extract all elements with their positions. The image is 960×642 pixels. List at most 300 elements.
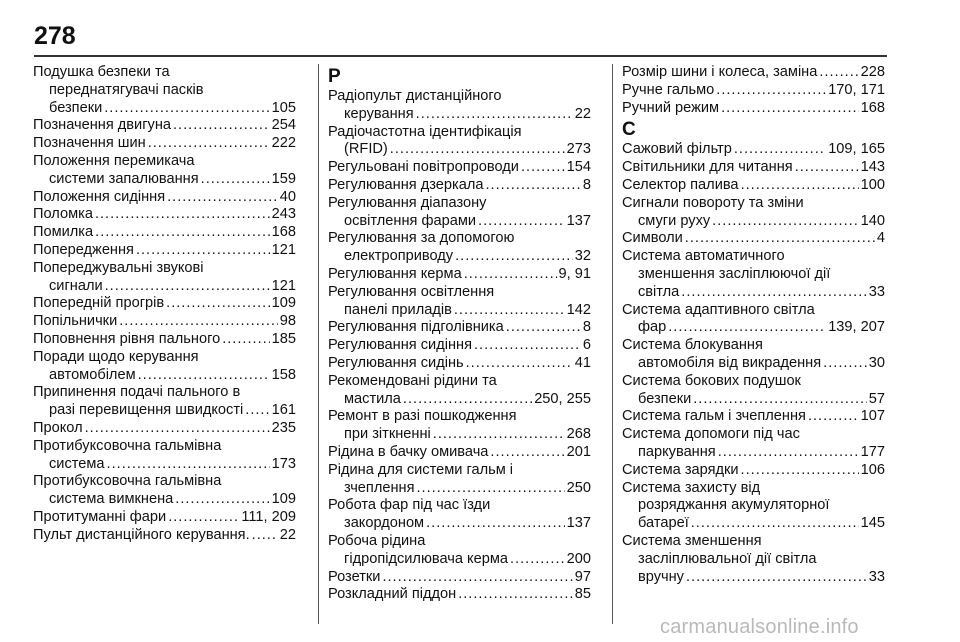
index-entry xyxy=(328,355,591,373)
dot-leader xyxy=(85,420,270,438)
entry-line xyxy=(33,491,296,509)
entry-line xyxy=(33,278,296,296)
header-rule xyxy=(34,55,887,57)
dot-leader xyxy=(691,515,859,533)
dot-leader xyxy=(506,319,581,337)
page-reference: 85 xyxy=(574,586,591,603)
page-reference: 185 xyxy=(271,330,296,347)
entry-text: паркування xyxy=(638,443,716,460)
entry-line xyxy=(622,515,885,533)
page-reference: 139, 207 xyxy=(828,319,885,336)
entry-line xyxy=(622,177,885,195)
dot-leader xyxy=(474,337,581,355)
dot-leader xyxy=(668,319,826,337)
dot-leader xyxy=(382,569,572,587)
index-entry xyxy=(622,230,885,248)
entry-text: при зіткненні xyxy=(344,426,431,443)
page-reference: 222 xyxy=(271,135,296,152)
entry-text: Позначення двигуна xyxy=(33,117,171,134)
entry-line xyxy=(33,331,296,349)
index-entry xyxy=(33,438,296,474)
entry-text: Рекомендовані рідини та xyxy=(328,372,497,389)
entry-text: Робоча рідина xyxy=(328,532,426,549)
entry-line xyxy=(328,426,591,444)
entry-text: Регулювання освітлення xyxy=(328,283,495,300)
index-entry xyxy=(622,302,885,338)
entry-line xyxy=(622,82,885,100)
index-entry xyxy=(328,266,591,284)
page-reference: 140 xyxy=(860,212,885,229)
entry-text: електроприводу xyxy=(344,248,454,265)
index-entry xyxy=(328,444,591,462)
index-entry xyxy=(33,189,296,207)
page-reference: 109 xyxy=(271,491,296,508)
page-reference: 228 xyxy=(860,64,885,80)
entry-text: Поради щодо керування xyxy=(33,348,199,365)
entry-text: система xyxy=(49,455,105,472)
entry-text: Поповнення рівня пального xyxy=(33,330,221,347)
index-entry xyxy=(328,408,591,444)
entry-text: Система бокових подушок xyxy=(622,372,801,389)
entry-text: автомобіля від викрадення xyxy=(638,354,822,371)
entry-text: засліплювальної дії світла xyxy=(638,550,817,567)
entry-line xyxy=(622,569,885,587)
entry-text: Сажовий фільтр xyxy=(622,141,732,158)
index-entry xyxy=(33,242,296,260)
entry-line xyxy=(33,242,296,260)
entry-text: Розетки xyxy=(328,568,381,585)
entry-text: Система захисту від xyxy=(622,479,761,496)
dot-leader xyxy=(104,100,269,118)
index-entry xyxy=(33,384,296,420)
entry-line xyxy=(328,337,591,355)
entry-text: Прокол xyxy=(33,419,83,436)
entry-text: Попільнички xyxy=(33,313,118,330)
index-entry xyxy=(33,153,296,189)
index-entry xyxy=(622,195,885,231)
index-entry xyxy=(622,141,885,159)
entry-text: Система гальм і зчеплення xyxy=(622,408,806,425)
page-reference: 121 xyxy=(271,277,296,294)
entry-text: Регулювання діапазону xyxy=(328,194,487,211)
index-entry xyxy=(33,509,296,527)
dot-leader xyxy=(107,456,270,474)
entry-line xyxy=(622,141,885,159)
dot-leader xyxy=(166,295,270,313)
entry-text: Положення сидіння xyxy=(33,188,166,205)
page-reference: 201 xyxy=(566,443,591,460)
entry-text: Регулювання сидіння xyxy=(328,337,472,354)
index-entry xyxy=(33,135,296,153)
entry-text: Рідина в бачку омивача xyxy=(328,443,489,460)
dot-leader xyxy=(403,391,532,409)
index-entry xyxy=(33,117,296,135)
entry-text: розряджання акумуляторної xyxy=(638,497,830,514)
index-entry xyxy=(328,319,591,337)
dot-leader xyxy=(466,355,573,373)
dot-leader xyxy=(734,141,826,159)
entry-line xyxy=(622,64,885,82)
entry-line xyxy=(328,515,591,533)
dot-leader xyxy=(136,242,270,260)
entry-text: Протитуманні фари xyxy=(33,508,167,525)
index-entry xyxy=(328,195,591,231)
page-reference: 6 xyxy=(582,337,591,354)
entry-text: Робота фар під час їзди xyxy=(328,497,491,514)
entry-text: керування xyxy=(344,105,414,122)
page-reference: 109 xyxy=(271,295,296,312)
dot-leader xyxy=(685,230,875,248)
dot-leader xyxy=(390,141,565,159)
entry-text: Регулювання сидінь xyxy=(328,354,464,371)
page-reference: 105 xyxy=(271,99,296,116)
page-reference: 30 xyxy=(868,354,885,371)
entry-line xyxy=(328,266,591,284)
index-entry xyxy=(328,337,591,355)
page-reference: 33 xyxy=(868,283,885,300)
index-entry xyxy=(33,349,296,385)
entry-line xyxy=(622,444,885,462)
index-entry xyxy=(328,177,591,195)
page-reference: 177 xyxy=(860,443,885,460)
entry-text: Рідина для системи гальм і xyxy=(328,461,514,478)
entry-text: автомобілем xyxy=(49,366,136,383)
entry-text: Регулювання підголівника xyxy=(328,319,504,336)
entry-line xyxy=(328,391,591,409)
entry-text: Ручне гальмо xyxy=(622,81,715,98)
page-reference: 41 xyxy=(574,354,591,371)
entry-line xyxy=(328,106,591,124)
dot-leader xyxy=(416,106,573,124)
page-reference: 161 xyxy=(271,402,296,419)
page-reference: 158 xyxy=(271,366,296,383)
index-entry xyxy=(328,88,591,124)
entry-line xyxy=(33,206,296,224)
entry-line xyxy=(622,100,885,118)
page-reference: 168 xyxy=(271,224,296,241)
page-reference: 109, 165 xyxy=(828,141,885,158)
index-entry xyxy=(328,284,591,320)
entry-line xyxy=(622,159,885,177)
entry-text: Регулювання керма xyxy=(328,265,462,282)
index-entry xyxy=(622,337,885,373)
dot-leader xyxy=(741,462,859,480)
dot-leader xyxy=(95,206,270,224)
page-reference: 200 xyxy=(566,550,591,567)
entry-text: безпеки xyxy=(49,99,103,116)
index-entry xyxy=(33,420,296,438)
dot-leader xyxy=(808,408,859,426)
entry-line xyxy=(328,355,591,373)
entry-text: Система зменшення xyxy=(622,532,762,549)
index-entry xyxy=(328,373,591,409)
dot-leader xyxy=(95,224,270,242)
page-reference: 107 xyxy=(860,408,885,425)
index-entry xyxy=(622,533,885,586)
page-reference: 250, 255 xyxy=(534,390,591,407)
index-entry xyxy=(33,64,296,117)
entry-text: Селектор палива xyxy=(622,176,739,193)
entry-text: вручну xyxy=(638,568,684,585)
index-entry xyxy=(622,64,885,82)
page-reference: 173 xyxy=(271,455,296,472)
dot-leader xyxy=(222,331,269,349)
entry-text: Регульовані повітропроводи xyxy=(328,159,519,176)
dot-leader xyxy=(721,100,859,118)
dot-leader xyxy=(712,213,858,231)
index-entry xyxy=(622,373,885,409)
index-entry xyxy=(622,248,885,301)
index-entry xyxy=(328,124,591,160)
entry-line xyxy=(33,527,296,545)
entry-text: (RFID) xyxy=(344,141,388,158)
entry-line xyxy=(622,230,885,248)
dot-leader xyxy=(138,367,270,385)
entry-line xyxy=(33,420,296,438)
entry-text: Попередження xyxy=(33,241,134,258)
section-letter: Р xyxy=(328,66,341,87)
dot-leader xyxy=(201,171,270,189)
entry-line xyxy=(328,480,591,498)
dot-leader xyxy=(510,551,565,569)
entry-text: Розкладний піддон xyxy=(328,586,457,603)
entry-text: зчеплення xyxy=(344,479,415,496)
index-entry xyxy=(622,426,885,462)
watermark: carmanualsonline.info xyxy=(660,616,859,638)
entry-text: безпеки xyxy=(638,390,692,407)
entry-text: Система допомоги під час xyxy=(622,426,800,443)
dot-leader xyxy=(819,64,858,82)
page-reference: 137 xyxy=(566,515,591,532)
entry-line xyxy=(328,444,591,462)
entry-text: Протибуксовочна гальмівна xyxy=(33,473,222,490)
page-reference: 142 xyxy=(566,301,591,318)
page-reference: 273 xyxy=(566,141,591,158)
entry-text: Світильники для читання xyxy=(622,159,793,176)
index-entry xyxy=(622,462,885,480)
column-divider xyxy=(612,64,613,624)
page-reference: 250 xyxy=(566,479,591,496)
entry-text: системи запалювання xyxy=(49,170,199,187)
entry-text: закордоном xyxy=(344,515,425,532)
section-letter: С xyxy=(622,119,636,141)
entry-line xyxy=(622,462,885,480)
entry-line xyxy=(328,177,591,195)
dot-leader xyxy=(119,313,278,331)
entry-line xyxy=(328,141,591,159)
entry-text: Сигнали повороту та зміни xyxy=(622,194,804,211)
index-entry xyxy=(33,206,296,224)
entry-text: Регулювання за допомогою xyxy=(328,230,515,247)
dot-leader xyxy=(464,266,557,284)
dot-leader xyxy=(485,177,580,195)
page-reference: 168 xyxy=(860,99,885,116)
dot-leader xyxy=(823,355,867,373)
dot-leader xyxy=(686,569,867,587)
dot-leader xyxy=(433,426,565,444)
entry-text: Припинення подачі пального в xyxy=(33,384,241,401)
index-entry xyxy=(33,331,296,349)
index-column-3 xyxy=(622,64,885,586)
page-reference: 32 xyxy=(574,248,591,265)
index-entry xyxy=(622,480,885,533)
dot-leader xyxy=(716,82,826,100)
entry-text: світла xyxy=(638,283,680,300)
page-reference: 22 xyxy=(574,105,591,122)
entry-line xyxy=(328,302,591,320)
page-reference: 121 xyxy=(271,241,296,258)
entry-text: Символи xyxy=(622,230,683,247)
page-reference: 57 xyxy=(868,390,885,407)
page-reference: 33 xyxy=(868,568,885,585)
entry-text: батареї xyxy=(638,515,689,532)
entry-text: мастила xyxy=(344,390,401,407)
entry-line xyxy=(33,100,296,118)
entry-line xyxy=(622,284,885,302)
page-reference: 8 xyxy=(582,319,591,336)
entry-text: Система адаптивного світла xyxy=(622,301,815,318)
index-entry xyxy=(328,586,591,604)
entry-text: переднатягувачі пасків xyxy=(49,81,204,98)
entry-line xyxy=(33,313,296,331)
entry-text: Ремонт в разі пошкодження xyxy=(328,408,517,425)
entry-line xyxy=(622,213,885,231)
page-reference: 243 xyxy=(271,206,296,223)
entry-text: сигнали xyxy=(49,277,103,294)
index-entry xyxy=(622,159,885,177)
entry-text: система вимкнена xyxy=(49,491,174,508)
entry-text: Позначення шин xyxy=(33,135,146,152)
entry-text: освітлення фарами xyxy=(344,212,477,229)
dot-leader xyxy=(681,284,866,302)
index-entry xyxy=(328,159,591,177)
page-reference: 9, 91 xyxy=(558,265,591,282)
index-entry xyxy=(622,82,885,100)
dot-leader xyxy=(173,117,270,135)
entry-text: зменшення засліплюючої дії xyxy=(638,265,831,282)
entry-text: Протибуксовочна гальмівна xyxy=(33,437,222,454)
entry-text: Поломка xyxy=(33,206,93,223)
dot-leader xyxy=(175,491,269,509)
index-entry xyxy=(328,230,591,266)
entry-text: Розмір шини і колеса, заміна xyxy=(622,64,818,80)
entry-line xyxy=(328,586,591,604)
index-column-2 xyxy=(328,64,591,604)
entry-text: Радіопульт дистанційного xyxy=(328,88,502,104)
dot-leader xyxy=(148,135,270,153)
entry-line xyxy=(33,295,296,313)
entry-line xyxy=(33,509,296,527)
entry-line xyxy=(622,355,885,373)
dot-leader xyxy=(105,278,270,296)
entry-text: Система блокування xyxy=(622,337,763,354)
index-entry xyxy=(328,497,591,533)
page-reference: 143 xyxy=(860,159,885,176)
page-reference: 154 xyxy=(566,159,591,176)
entry-line xyxy=(622,319,885,337)
dot-leader xyxy=(693,391,867,409)
entry-text: Помилка xyxy=(33,224,94,241)
entry-line xyxy=(33,117,296,135)
page-reference: 98 xyxy=(279,313,296,330)
entry-text: Ручний режим xyxy=(622,99,720,116)
index-entry xyxy=(33,260,296,296)
page-reference: 170, 171 xyxy=(828,81,885,98)
entry-line xyxy=(328,159,591,177)
dot-leader xyxy=(454,302,565,320)
page-reference: 4 xyxy=(876,230,885,247)
page-number: 278 xyxy=(34,22,76,50)
entry-line xyxy=(328,319,591,337)
dot-leader xyxy=(168,509,239,527)
entry-line xyxy=(33,456,296,474)
index-entry xyxy=(33,313,296,331)
entry-line xyxy=(328,569,591,587)
dot-leader xyxy=(167,189,278,207)
page-reference: 235 xyxy=(271,419,296,436)
index-entry xyxy=(328,462,591,498)
column-divider xyxy=(318,64,319,624)
dot-leader xyxy=(455,248,573,266)
entry-text: фар xyxy=(638,319,667,336)
index-entry xyxy=(33,224,296,242)
entry-text: панелі приладів xyxy=(344,301,452,318)
page-reference: 8 xyxy=(582,176,591,193)
entry-text: Система зарядки xyxy=(622,461,739,478)
index-entry xyxy=(328,569,591,587)
entry-text: разі перевищення швидкості xyxy=(49,402,244,419)
dot-leader xyxy=(458,586,573,604)
index-entry xyxy=(33,473,296,509)
entry-text: Радіочастотна ідентифікація xyxy=(328,123,522,140)
entry-line xyxy=(328,213,591,231)
page-reference: 106 xyxy=(860,461,885,478)
dot-leader xyxy=(426,515,565,533)
entry-text: Попереджувальні звукові xyxy=(33,259,204,276)
entry-line xyxy=(33,402,296,420)
page-reference: 100 xyxy=(860,176,885,193)
entry-text: гідропідсилювача керма xyxy=(344,550,508,567)
page-reference: 254 xyxy=(271,117,296,134)
entry-text: Пульт дистанційного керування. xyxy=(33,526,250,543)
entry-text: Попередній прогрів xyxy=(33,295,165,312)
dot-leader xyxy=(521,159,565,177)
entry-text: смуги руху xyxy=(638,212,711,229)
index-entry xyxy=(328,533,591,569)
entry-line xyxy=(328,551,591,569)
entry-text: Система автоматичного xyxy=(622,248,785,265)
dot-leader xyxy=(795,159,859,177)
index-entry xyxy=(33,295,296,313)
dot-leader xyxy=(718,444,859,462)
page-reference: 40 xyxy=(279,188,296,205)
entry-line xyxy=(622,391,885,409)
dot-leader xyxy=(490,444,564,462)
page-reference: 145 xyxy=(860,515,885,532)
page-reference: 111, 209 xyxy=(241,508,296,525)
index-entry xyxy=(622,100,885,118)
entry-line xyxy=(33,135,296,153)
page-reference: 268 xyxy=(566,426,591,443)
index-entry xyxy=(33,527,296,545)
entry-line xyxy=(33,367,296,385)
entry-line xyxy=(33,189,296,207)
page-reference: 97 xyxy=(574,568,591,585)
dot-leader xyxy=(252,527,278,545)
dot-leader xyxy=(245,402,269,420)
page-reference: 22 xyxy=(279,526,296,543)
index-entry xyxy=(622,177,885,195)
